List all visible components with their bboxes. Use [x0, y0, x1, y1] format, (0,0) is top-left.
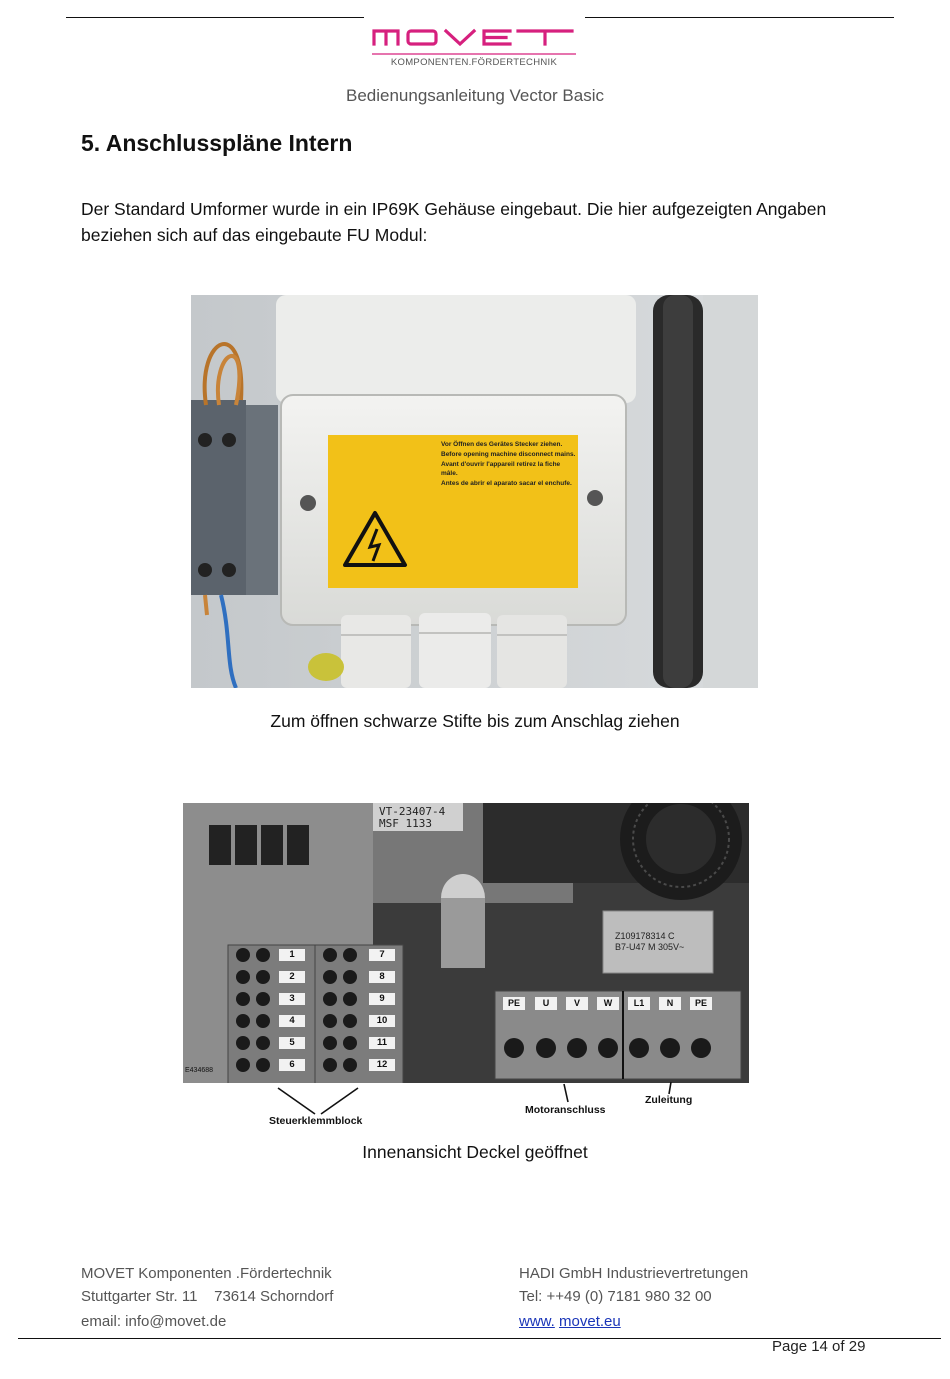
- capacitor-label: [615, 931, 684, 953]
- control-terminal-numbers-a: [279, 949, 305, 1081]
- terminal-7: 7: [379, 949, 385, 960]
- warning-line-de: Vor Öffnen des Gerätes Stecker ziehen.: [441, 441, 563, 448]
- movet-logo: [368, 18, 580, 73]
- power-terminal-n: N: [666, 998, 674, 1008]
- power-terminal-u: U: [542, 998, 550, 1008]
- board-label-line-2: MSF 1133: [379, 817, 432, 830]
- terminal-2: 2: [289, 971, 295, 982]
- capacitor-label-line-1: Z109178314 C: [615, 931, 675, 941]
- pcb-photo: [183, 803, 749, 1083]
- power-terminal-l1: L1: [633, 998, 645, 1008]
- capacitor-label-line-2: B7-U47 M 305V~: [615, 942, 685, 952]
- control-terminal-numbers-b: [369, 949, 395, 1081]
- terminal-11: 11: [376, 1037, 388, 1048]
- website-link[interactable]: movet.eu: [559, 1313, 621, 1330]
- power-terminal-pe-1: PE: [507, 998, 520, 1008]
- power-terminal-w: W: [603, 998, 613, 1008]
- logo-subtitle: KOMPONENTEN.FÖRDERTECHNIK: [390, 57, 558, 68]
- board-label-line-1: VT-23407-4: [379, 805, 446, 818]
- footer-website: [519, 1313, 621, 1330]
- section-title: 5. Anschlusspläne Intern: [81, 130, 353, 156]
- footer-phone: Tel: ++49 (0) 7181 980 32 00: [519, 1288, 712, 1305]
- board-code: E434688: [185, 1067, 214, 1074]
- power-terminal-pe-2: PE: [694, 998, 707, 1008]
- website-link-prefix[interactable]: www.: [519, 1313, 555, 1330]
- housing-photo: [191, 295, 758, 688]
- footer-partner: HADI GmbH Industrievertretungen: [519, 1265, 749, 1282]
- callout-steuerklemmblock: Steuerklemmblock: [269, 1115, 363, 1127]
- warning-line-en: Before opening machine disconnect mains.: [441, 451, 576, 459]
- board-label: [379, 806, 445, 830]
- footer-company: MOVET Komponenten .Fördertechnik: [81, 1265, 332, 1282]
- terminal-12: 12: [376, 1059, 388, 1070]
- document-subtitle: Bedienungsanleitung Vector Basic: [345, 86, 604, 105]
- warning-line-es: Antes de abrir el aparato sacar el enchufe.: [441, 479, 572, 487]
- power-terminal-v: V: [573, 998, 580, 1008]
- header-rule-right: [585, 17, 894, 18]
- callout-motoranschluss: Motoranschluss: [525, 1104, 606, 1116]
- intro-paragraph: Der Standard Umformer wurde in ein IP69K Gehäuse eingebaut. Die hier aufgezeigten Angaben beziehen sich auf das eingebaute FU Modul:: [81, 199, 827, 245]
- callout-zuleitung: Zuleitung: [645, 1094, 693, 1106]
- terminal-5: 5: [289, 1037, 295, 1048]
- terminal-9: 9: [379, 993, 385, 1004]
- warning-line-fr: Avant d'ouvrir l'appareil retirez la fiche mâle.: [441, 461, 561, 477]
- figure-caption-inside: Innenansicht Deckel geöffnet: [362, 1142, 588, 1162]
- page-number: Page 14 of 29: [772, 1338, 866, 1355]
- terminal-4: 4: [289, 1015, 295, 1026]
- terminal-1: 1: [289, 949, 295, 960]
- figure-caption-housing: Zum öffnen schwarze Stifte bis zum Anschlag ziehen: [270, 711, 680, 731]
- warning-label: [441, 441, 576, 488]
- terminal-10: 10: [376, 1015, 388, 1026]
- movet-logo-mark: [368, 18, 580, 58]
- terminal-6: 6: [289, 1059, 295, 1070]
- footer-email: email: info@movet.de: [81, 1313, 227, 1330]
- terminal-3: 3: [289, 993, 295, 1004]
- footer-address: Stuttgarter Str. 11 73614 Schorndorf: [81, 1288, 334, 1305]
- terminal-8: 8: [379, 971, 385, 982]
- header-rule-left: [66, 17, 364, 18]
